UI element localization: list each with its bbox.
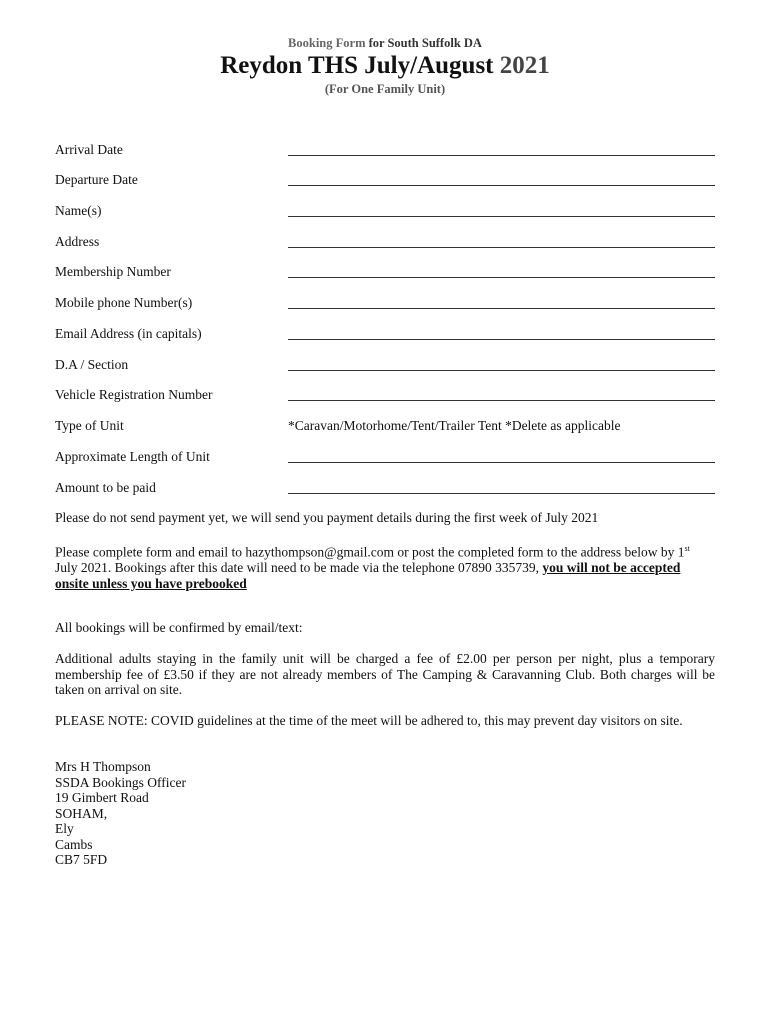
field-da-section [55, 357, 715, 375]
field-label: Arrival Date [55, 142, 123, 157]
field-label: Amount to be paid [55, 480, 156, 495]
address-line: SSDA Bookings Officer [55, 774, 187, 790]
field-vehicle-registration [55, 387, 715, 405]
field-label: Approximate Length of Unit [55, 449, 210, 464]
address-input-line[interactable] [288, 247, 715, 248]
field-label: Type of Unit [55, 418, 124, 433]
prebook-warning: you will not be accepted onsite unless you have prebooked [55, 560, 681, 591]
page-subtitle: (For One Family Unit) [324, 82, 446, 96]
field-label: Membership Number [55, 264, 171, 279]
payment-note: Please do not send payment yet, we will send you payment details during the first week of July 2021 [55, 510, 599, 525]
instructions-text-b: July 2021. Bookings after this date will need to be made via the telephone 07890 335739, [55, 560, 543, 575]
field-mobile-phone [55, 295, 715, 313]
field-membership-number [55, 264, 715, 282]
field-label: D.A / Section [55, 357, 129, 372]
membership-number-input-line[interactable] [288, 277, 715, 278]
email-input-line[interactable] [288, 339, 715, 340]
title-main: Reydon THS July/August [220, 52, 494, 79]
field-amount-to-pay [55, 480, 715, 498]
field-label: Email Address (in capitals) [55, 326, 202, 341]
field-unit-length [55, 449, 715, 467]
field-label: Address [55, 234, 100, 249]
unit-length-input-line[interactable] [288, 462, 715, 463]
postal-address [55, 759, 186, 868]
mobile-phone-input-line[interactable] [288, 308, 715, 309]
field-departure-date [55, 172, 715, 190]
address-line: Mrs H Thompson [55, 759, 151, 774]
field-label: Departure Date [55, 172, 138, 187]
confirmation-note: All bookings will be confirmed by email/text: [55, 620, 303, 635]
departure-date-input-line[interactable] [288, 185, 715, 186]
field-arrival-date [55, 142, 715, 160]
address-line: 19 Gimbert Road [55, 790, 149, 805]
header-pre: Booking Form [288, 36, 366, 50]
address-line: SOHAM, [55, 805, 108, 821]
fees-note: Additional adults staying in the family unit will be charged a fee of £2.00 per person per night, plus a temporary membership fee of £3.50 if they are not already members of The Camping & Caravanning Club. Both charges will be taken on arrival on site. [55, 651, 715, 697]
field-address [55, 234, 715, 252]
arrival-date-input-line[interactable] [288, 155, 715, 156]
address-line: Ely [55, 821, 74, 836]
address-line: Cambs [55, 836, 93, 852]
covid-note: PLEASE NOTE: COVID guidelines at the time of the meet will be adhered to, this may prevent day visitors on site. [55, 713, 683, 728]
type-of-unit-options[interactable]: *Caravan/Motorhome/Tent/Trailer Tent *Delete as applicable [288, 418, 621, 433]
field-type-of-unit [55, 418, 715, 436]
ordinal-suffix: st [684, 544, 690, 553]
instructions-text-a: Please complete form and email to hazythompson@gmail.com or post the completed form to the address below by 1 [55, 544, 685, 560]
field-email [55, 326, 715, 344]
field-label: Mobile phone Number(s) [55, 295, 193, 310]
submission-instructions [55, 541, 715, 591]
address-line: CB7 5FD [55, 852, 108, 867]
title-year: 2021 [499, 52, 550, 79]
form-header [0, 36, 770, 51]
page-title [0, 52, 770, 80]
names-input-line[interactable] [288, 216, 715, 217]
header-post: for South Suffolk DA [368, 36, 482, 50]
amount-to-pay-input-line[interactable] [288, 493, 715, 494]
field-names [55, 203, 715, 221]
da-section-input-line[interactable] [288, 370, 715, 371]
field-label: Name(s) [55, 203, 102, 218]
vehicle-registration-input-line[interactable] [288, 400, 715, 401]
field-label: Vehicle Registration Number [55, 387, 213, 402]
